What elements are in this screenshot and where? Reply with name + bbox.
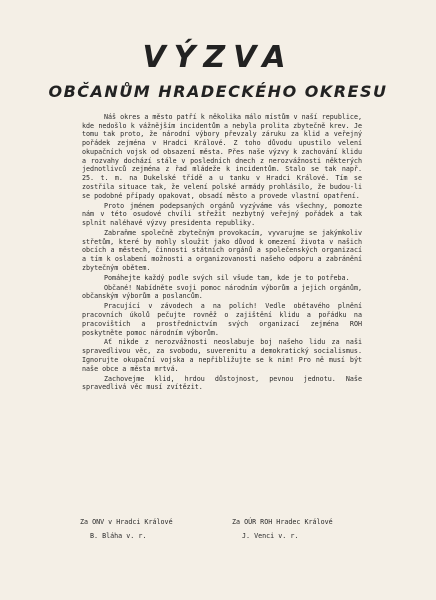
paragraph [82,229,362,273]
paragraph-text: Zabraňme společně zbytečným provokacím, vyvarujme se jakýmkoliv střetům, které by mohly sloužit jako důvod k omezení života v našich obcích a městech, činnosti státních orgánů a společenských organizací a tím k oslabení možnosti a organizovanosti našeho odporu a zabránění zbytečným obětem. [82,228,362,272]
paragraph [82,338,362,373]
signature-block-right [232,516,333,543]
signature-name: B. Bláha v. r. [90,531,147,540]
signature-block-left [80,516,173,543]
paragraph [82,274,362,283]
paragraph-text: Ať nikde z nerozvážnosti neoslabuje boj našeho lidu za naši spravedlivou věc, za svobodu, suverenitu a demokratický socialismus. Ignorujte okupační vojska a nepřibližujte se k nim! Pro ně musí být naše obce a města mrtvá. [82,338,362,373]
paragraph-text: Občané! Nabídněte svoji pomoc národním výborům a jejich orgánům, občanským výborům a poslancům. [82,283,362,301]
signature-name: J. Venci v. r. [242,531,299,540]
paragraph [82,302,362,337]
paragraph [82,113,362,200]
appeal-body [82,113,362,393]
signature-org: Za ONV v Hradci Králové [80,518,173,526]
paragraph-text: Náš okres a město patří k několika málo místům v naší republice, kde nedošlo k vážnějším incidentům a nebyla prolita zbytečně krev. Je tomu tak proto, že národní výbory převzaly záruku za klid a veřejný pořádek zejména v Hradci Králové. Z toho důvodu upustilo velení okupačních vojsk od obsazení města. Přes naše výzvy k zachování klidu a rozvahy dochází stále v posledních dnech z nerozvážnosti některých jednotlivců zejména z řad mládeže k incidentům. Stalo se tak např. 25. t. m. na Dukelské třídě a u tanku v Hradci Králové. Tím se zostřila situace tak, že velení polské armády prohlásilo, že budou-li se podobné případy opakovat, obsadí město a provede vlastní opatření. [82,113,362,200]
paragraph-text: Zachovejme klid, hrdou důstojnost, pevnou jednotu. Naše spravedlivá věc musí zvítězit. [82,374,362,392]
paragraph-text: Proto jménem podepsaných orgánů vyzýváme vás všechny, pomozte nám v této osudové chvíli střežit nezbytný veřejný pořádek a tak splnit naléhavé výzvy presidenta republiky. [82,201,362,227]
paragraph [82,202,362,228]
page-subtitle: OBČANŮM HRADECKÉHO OKRESU [48,82,388,101]
paragraph-text: Pracující v závodech a na polích! Vedle obětavého plnění pracovních úkolů pečujte rovněž o zajištění klidu a pořádku na pracovištích a prostřednictvím svých organizací zejména ROH poskytněte pomoc národním výborům. [82,302,362,337]
paragraph [82,284,362,301]
paragraph-text: Pomáhejte každý podle svých sil všude tam, kde je to potřeba. [104,273,350,282]
signature-org: Za OÚR ROH Hradec Králové [232,518,333,526]
page-title: VÝZVA [142,40,294,75]
paragraph [82,375,362,392]
